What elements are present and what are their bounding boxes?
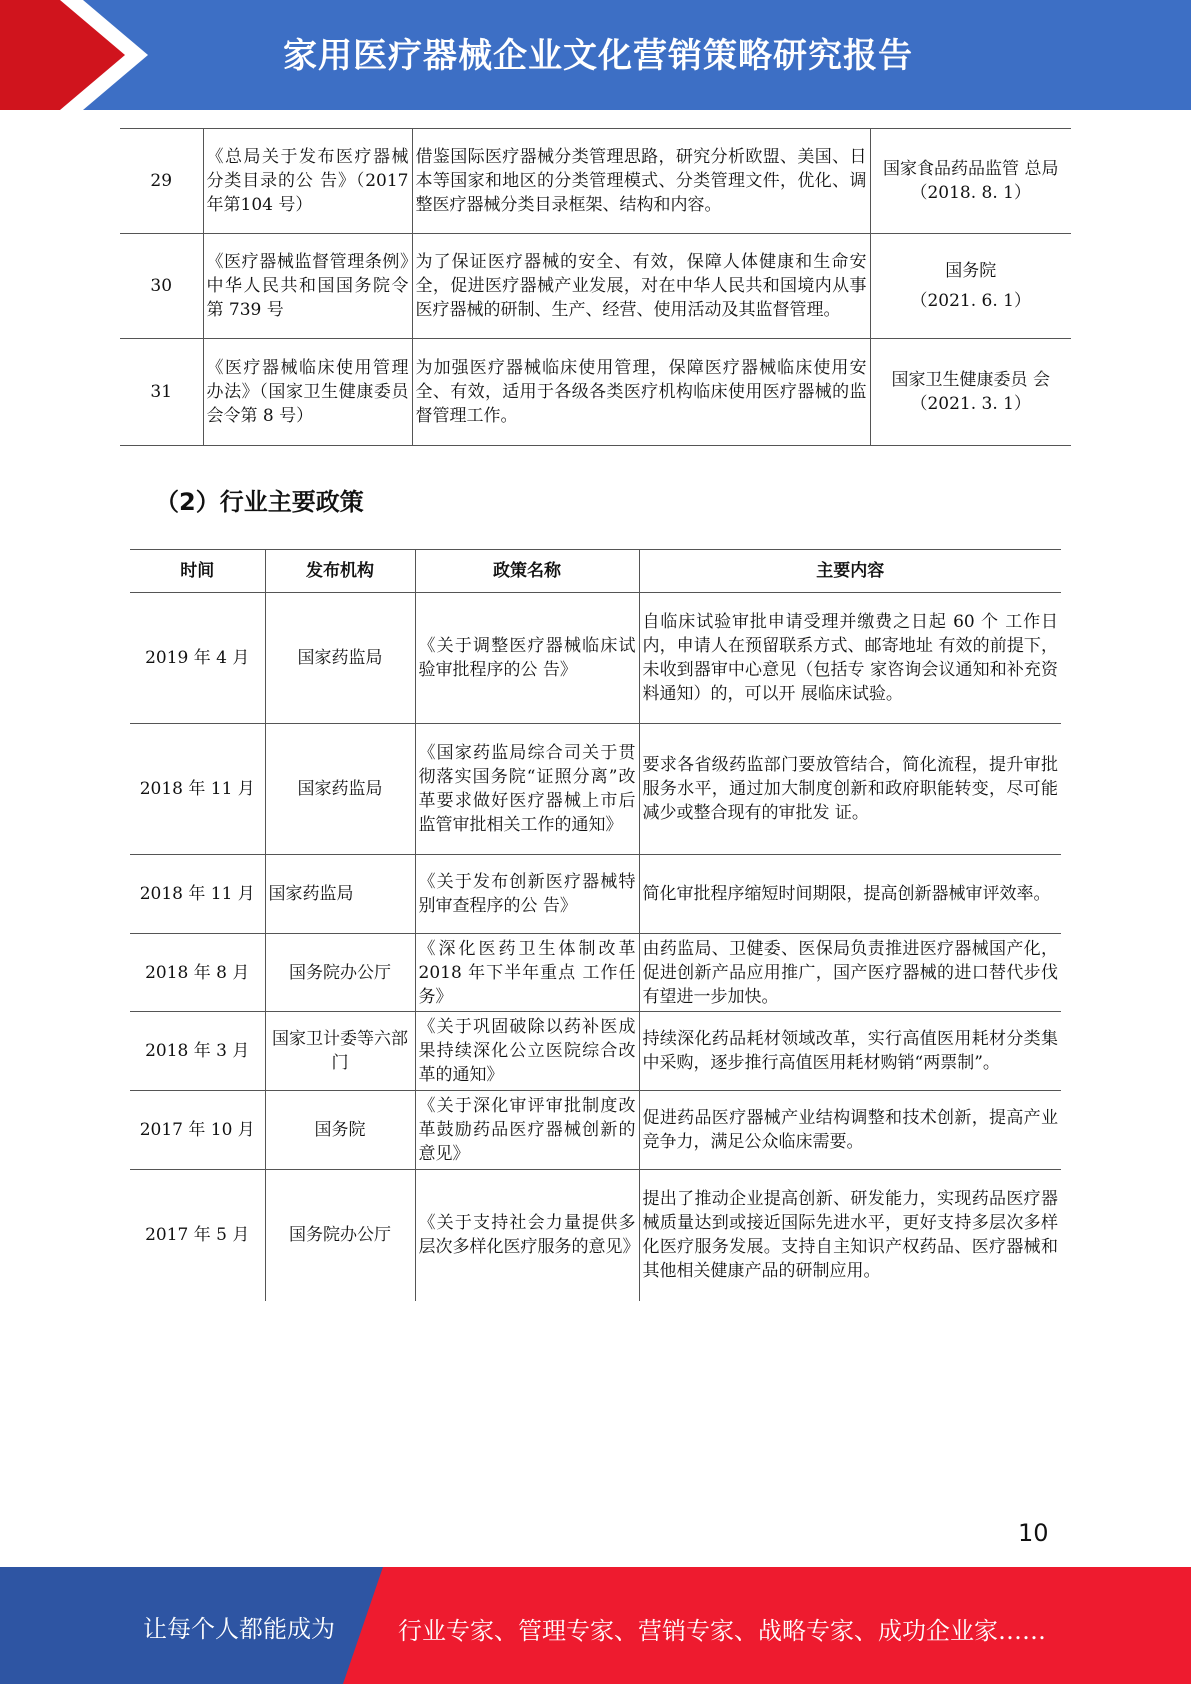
regulation-content: 为加强医疗器械临床使用管理，保障医疗器械临床使用安全、有效，适用于各级各类医疗机构临床使用医疗器械的监督管理工作。 [412, 339, 870, 446]
policy-time: 2018 年 3 月 [130, 1012, 265, 1091]
regulation-issuer: 国家卫生健康委员 会 [891, 370, 1050, 390]
regulation-content: 为了保证医疗器械的安全、有效，保障人体健康和生命安全，促进医疗器械产业发展，对在中华人民共和国境内从事医疗器械的研制、生产、经营、使用活动及其监督管理。 [412, 234, 870, 339]
policy-name: 《国家药监局综合司关于贯彻落实国务院“证照分离”改革要求做好医疗器械上市后监管审批相关工作的通知》 [415, 724, 639, 855]
policy-name: 《关于发布创新医疗器械特别审查程序的公 告》 [415, 855, 639, 934]
regulation-issuer-cell [870, 234, 1071, 339]
policy-name: 《关于调整医疗器械临床试验审批程序的公 告》 [415, 593, 639, 724]
table-row [130, 593, 1061, 724]
policy-table [130, 549, 1061, 1301]
policy-agency: 国家卫计委等六部门 [265, 1012, 415, 1091]
policy-time: 2017 年 10 月 [130, 1091, 265, 1170]
policy-name: 《关于支持社会力量提供多层次多样化医疗服务的意见》 [415, 1170, 639, 1301]
regulation-date: （2021. 6. 1） [910, 291, 1031, 311]
policy-agency: 国务院 [265, 1091, 415, 1170]
policy-content: 持续深化药品耗材领域改革，实行高值医用耗材分类集中采购，逐步推行高值医用耗材购销“两票制”。 [639, 1012, 1061, 1091]
table-header-row [130, 550, 1061, 593]
footer-slogan-left: 让每个人都能成为 [143, 1615, 335, 1643]
policy-name: 《关于深化审评审批制度改革鼓励药品医疗器械创新的意见》 [415, 1091, 639, 1170]
report-title: 家用医疗器械企业文化营销策略研究报告 [283, 36, 913, 76]
policy-content: 促进药品医疗器械产业结构调整和技术创新，提高产业竞争力，满足公众临床需要。 [639, 1091, 1061, 1170]
table-row [120, 339, 1071, 446]
regulation-date: （2021. 3. 1） [910, 394, 1031, 414]
policy-agency: 国务院办公厅 [265, 934, 415, 1012]
policy-content: 自临床试验审批申请受理并缴费之日起 60 个 工作日内，申请人在预留联系方式、邮寄地址 有效的前提下，未收到器审中心意见（包括专 家咨询会议通知和补充资料通知）的，可以开 展临床试验。 [639, 593, 1061, 724]
regulation-name: 《医疗器械临床使用管理办法》（国家卫生健康委员会令第 8 号） [203, 339, 412, 446]
policy-content: 要求各省级药监部门要放管结合，简化流程，提升审批服务水平，通过加大制度创新和政府职能转变，尽可能减少或整合现有的审批发 证。 [639, 724, 1061, 855]
regulation-issuer: 国务院 [945, 261, 997, 281]
policy-time: 2018 年 11 月 [130, 724, 265, 855]
regulation-name: 《医疗器械监督管理条例》中华人民共和国国务院令第 739 号 [203, 234, 412, 339]
page-number: 10 [1018, 1519, 1049, 1547]
footer-slogan-right: 行业专家、管理专家、营销专家、战略专家、成功企业家…… [398, 1617, 1046, 1645]
policy-time: 2018 年 8 月 [130, 934, 265, 1012]
table-row [120, 234, 1071, 339]
policy-name: 《关于巩固破除以药补医成果持续深化公立医院综合改革的通知》 [415, 1012, 639, 1091]
row-number: 31 [120, 339, 203, 446]
policy-time: 2019 年 4 月 [130, 593, 265, 724]
section-heading: （2）行业主要政策 [155, 488, 364, 516]
page-footer [0, 1567, 1191, 1684]
policy-agency: 国家药监局 [265, 724, 415, 855]
column-header-content: 主要内容 [639, 550, 1061, 593]
table-row [130, 1012, 1061, 1091]
policy-time: 2017 年 5 月 [130, 1170, 265, 1301]
policy-content: 简化审批程序缩短时间期限，提高创新器械审评效率。 [639, 855, 1061, 934]
regulation-date: （2018. 8. 1） [910, 183, 1031, 203]
regulations-table [120, 128, 1071, 446]
regulation-issuer: 国家食品药品监管 总局 [883, 159, 1059, 179]
regulation-content: 借鉴国际医疗器械分类管理思路，研究分析欧盟、美国、日本等国家和地区的分类管理模式、分类管理文件，优化、调整医疗器械分类目录框架、结构和内容。 [412, 129, 870, 234]
row-number: 29 [120, 129, 203, 234]
table-row [130, 1091, 1061, 1170]
regulation-name: 《总局关于发布医疗器械分类目录的公 告》（2017 年第104 号） [203, 129, 412, 234]
red-chevron-decoration [0, 0, 150, 110]
regulation-issuer-cell [870, 129, 1071, 234]
table-row [130, 855, 1061, 934]
policy-content: 由药监局、卫健委、医保局负责推进医疗器械国产化，促进创新产品应用推广，国产医疗器械的进口替代步伐有望进一步加快。 [639, 934, 1061, 1012]
policy-time: 2018 年 11 月 [130, 855, 265, 934]
regulation-issuer-cell [870, 339, 1071, 446]
table-row [130, 1170, 1061, 1301]
column-header-policy-name: 政策名称 [415, 550, 639, 593]
policy-name: 《深化医药卫生体制改革 2018 年下半年重点 工作任务》 [415, 934, 639, 1012]
policy-agency: 国家药监局 [265, 593, 415, 724]
policy-agency: 国家药监局 [265, 855, 415, 934]
table-row [130, 724, 1061, 855]
table-row [130, 934, 1061, 1012]
column-header-time: 时间 [130, 550, 265, 593]
column-header-agency: 发布机构 [265, 550, 415, 593]
policy-content: 提出了推动企业提高创新、研发能力，实现药品医疗器械质量达到或接近国际先进水平，更好支持多层次多样化医疗服务发展。支持自主知识产权药品、医疗器械和其他相关健康产品的研制应用。 [639, 1170, 1061, 1301]
table-row [120, 129, 1071, 234]
policy-agency: 国务院办公厅 [265, 1170, 415, 1301]
page-header [0, 0, 1191, 110]
row-number: 30 [120, 234, 203, 339]
